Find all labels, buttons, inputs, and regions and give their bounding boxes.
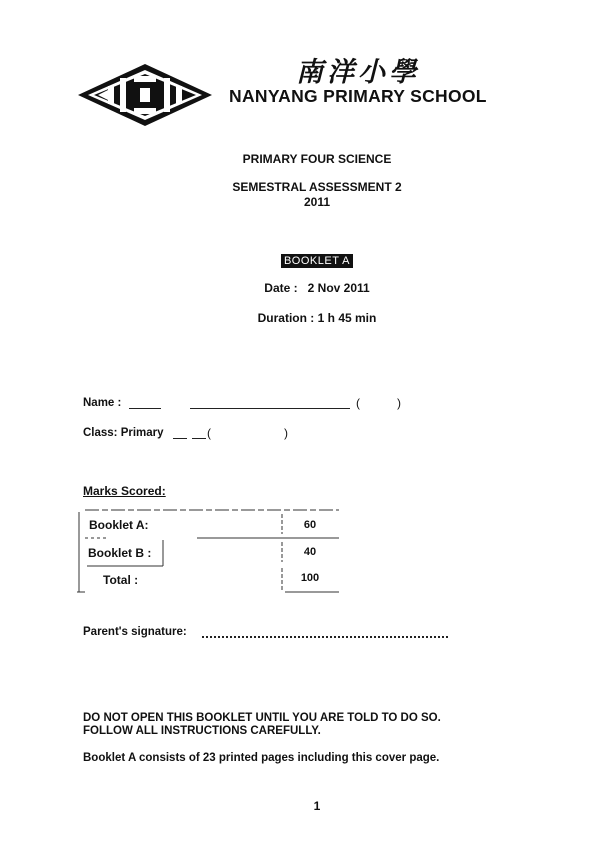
booklet-label-wrap: [0, 251, 600, 269]
assessment-year: 2011: [303, 195, 331, 209]
marks-row-value: 40: [303, 546, 317, 558]
duration-label: Duration :: [257, 311, 315, 325]
school-name: NANYANG PRIMARY SCHOOL: [229, 86, 487, 106]
school-crest-icon: [78, 64, 212, 126]
subject-title: PRIMARY FOUR SCIENCE: [242, 152, 392, 166]
page-number: 1: [313, 799, 321, 813]
date-value: 2 Nov 2011: [307, 281, 370, 295]
class-label: Class: Primary: [83, 427, 164, 439]
name-blank-short[interactable]: [129, 408, 161, 409]
date-line: [0, 281, 600, 295]
marks-row-label: Total :: [103, 573, 139, 587]
marks-row-label: Booklet A:: [89, 518, 149, 532]
pages-note: Booklet A consists of 23 printed pages including this cover page.: [83, 752, 440, 764]
instruction-line: FOLLOW ALL INSTRUCTIONS CAREFULLY.: [83, 725, 321, 737]
index-paren-open: (: [356, 396, 360, 410]
index-paren-close: ): [397, 396, 401, 410]
parent-signature-line[interactable]: [202, 628, 448, 638]
duration-value: 1 h 45 min: [317, 311, 377, 325]
marks-row-value: 100: [300, 572, 320, 584]
instruction-line: DO NOT OPEN THIS BOOKLET UNTIL YOU ARE TOLD TO DO SO.: [83, 712, 441, 724]
class-paren-open: (: [207, 426, 211, 440]
class-paren-close: ): [284, 426, 288, 440]
marks-row-value: 60: [303, 519, 317, 531]
class-blank-2[interactable]: [192, 438, 206, 439]
booklet-badge: BOOKLET A: [281, 254, 353, 268]
duration-line: [0, 311, 600, 325]
marks-row-label: Booklet B :: [88, 546, 152, 560]
name-blank-long[interactable]: [190, 408, 350, 409]
name-label: Name :: [83, 397, 122, 409]
school-chinese-name: 南洋小學: [296, 57, 420, 88]
parent-signature-label: Parent's signature:: [83, 626, 187, 638]
class-blank-1[interactable]: [173, 438, 187, 439]
assessment-title: SEMESTRAL ASSESSMENT 2: [232, 180, 402, 194]
marks-heading: Marks Scored:: [83, 484, 166, 498]
date-label: Date :: [264, 281, 298, 295]
